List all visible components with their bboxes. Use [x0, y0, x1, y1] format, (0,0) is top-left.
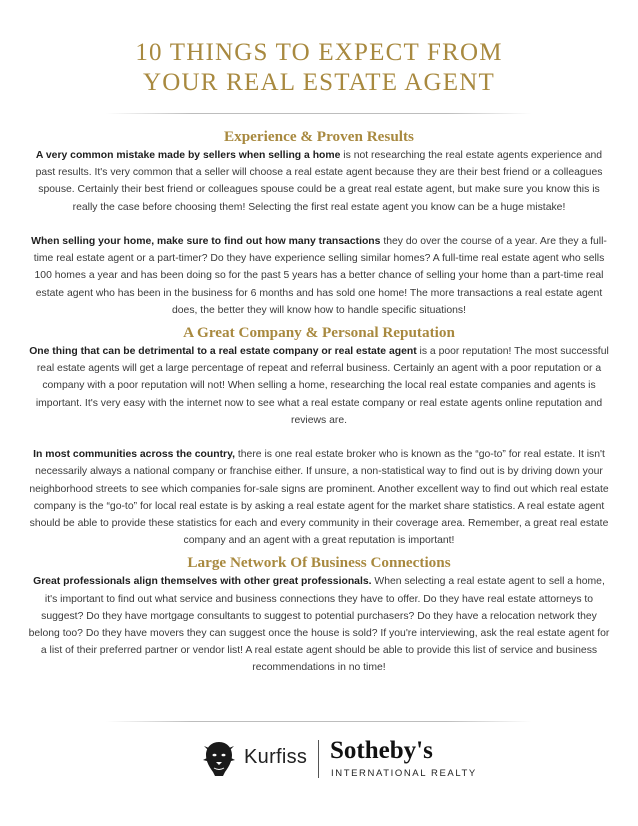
sothebys-wordmark: Sotheby's: [330, 737, 433, 764]
paragraph-text: is not researching the real estate agents experience and past results. It's very common that a seller will choose a real estate agent because they are their best friend or a colleagues spouse. Certainly their best friend or colleagues spouse could be a great real estate agent, but make sure you know this is really the case before choosing them! Selecting the first real estate agent you know can be a huge mistake!: [35, 150, 603, 213]
kurfiss-wordmark: Kurfiss: [244, 746, 308, 768]
paragraph-text: there is one real estate broker who is known as the “go-to” for real estate. It isn't necessarily always a national company or franchise either. If unsure, a non-statistical way to find out is by driving down your neighborhood streets to see which companies for-sale signs are prominent. Another excellent way to find out which real estate company is the “go-to” for local real estate is by asking a real estate agent for the market share statistics. A real estate agent should be able to provide these statistics for each and every community in their coverage area. Remember, a great real estate company and an agent with a great reputation is important!: [29, 449, 609, 547]
paragraph: [28, 147, 610, 216]
section-reputation: [28, 323, 610, 549]
paragraph: [28, 573, 610, 676]
section-network: [28, 553, 610, 676]
paragraph-lead: Great professionals align themselves with other great professionals.: [33, 576, 372, 588]
paragraph-text: they do over the course of a year. Are they a full-time real estate agent or a part-timer? Do they have experience selling similar homes? A full-time real estate agent who sells 100 homes a year and has been doing so for the past 5 years has a better chance of selling your home than a part-time real estate agent who has been in the business for 6 months and has sold one home! The more transactions a real estate agent does, the better they will know how to handle specific situations!: [33, 236, 607, 316]
section-heading: Experience & Proven Results: [224, 128, 414, 145]
paragraph: [28, 343, 610, 429]
top-divider: [106, 113, 532, 114]
section-experience: [28, 127, 610, 319]
page-title-line-1: 10 THINGS TO EXPECT FROM: [135, 39, 503, 66]
paragraph-lead: One thing that can be detrimental to a real estate company or real estate agent: [29, 346, 417, 358]
brand-footer: [0, 738, 638, 788]
page-title: [0, 38, 638, 98]
paragraph-lead: A very common mistake made by sellers when selling a home: [35, 150, 341, 161]
article-body: [28, 127, 610, 677]
section-heading: A Great Company & Personal Reputation: [183, 324, 455, 342]
logo-divider: [318, 740, 319, 778]
paragraph-text: is a poor reputation! The most successful real estate agents will get a large percentage of repeat and referral business. Certainly an agent with a poor reputation or a company with a poor reputation will not! When selling a home, researching the local real estate companies and agents is important. It's very easy with the internet now to see what a real estate company or real estate agents online reputation and reviews are.: [35, 346, 609, 426]
paragraph-lead: When selling your home, make sure to find out how many transactions: [31, 236, 381, 247]
paragraph: [28, 446, 610, 549]
paragraph-lead: In most communities across the country,: [33, 449, 235, 461]
sothebys-subtitle: INTERNATIONAL REALTY: [331, 768, 477, 779]
section-heading: Large Network Of Business Connections: [187, 554, 451, 572]
lion-logo-icon: [202, 740, 236, 778]
page-title-line-2: YOUR REAL ESTATE AGENT: [143, 69, 495, 96]
paragraph: [28, 233, 610, 319]
paragraph-text: When selecting a real estate agent to sell a home, it's important to find out what service and business connections they have to offer. Do they have real estate attorneys to suggest? Do they have mortgage consultants to suggest to potential purchasers? Do they have a relocation network they belong too? Do they have movers they can suggest once the house is sold? If you're interviewing, ask the real estate agent for a list of their preferred partner or vendor list! A real estate agent should be able to provide this list of service and business recommendations in no time!: [28, 576, 610, 674]
bottom-divider: [106, 721, 532, 722]
